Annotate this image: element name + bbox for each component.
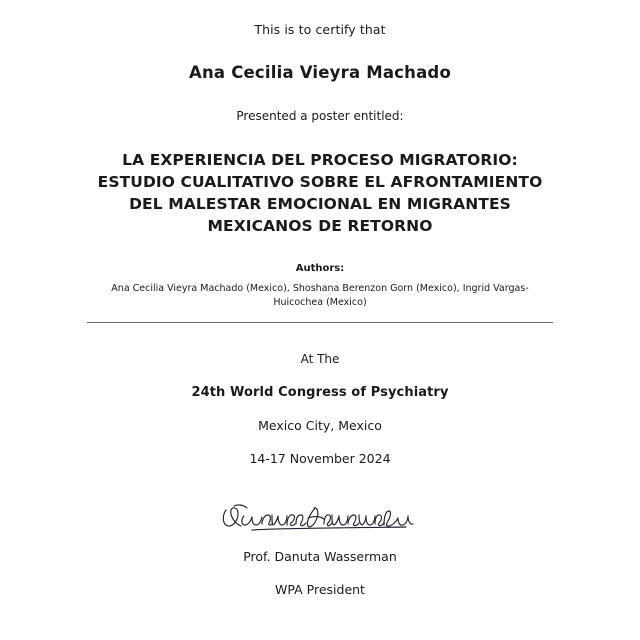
- signer-name: Prof. Danuta Wasserman: [243, 548, 397, 564]
- event-dates: 14-17 November 2024: [249, 450, 391, 466]
- event-location: Mexico City, Mexico: [258, 417, 382, 433]
- signer-title: WPA President: [275, 581, 365, 597]
- presented-poster-text: Presented a poster entitled:: [236, 109, 404, 123]
- authors-label: Authors:: [295, 263, 345, 274]
- event-name: 24th World Congress of Psychiatry: [191, 384, 449, 400]
- signature-image: [220, 502, 420, 536]
- authors-list: Ana Cecilia Vieyra Machado (Mexico), Shoshana Berenzon Gorn (Mexico), Ingrid Vargas- Huicochea (Mexico): [111, 283, 529, 308]
- certify-intro-text: This is to certify that: [254, 22, 386, 37]
- poster-title: LA EXPERIENCIA DEL PROCESO MIGRATORIO: ESTUDIO CUALITATIVO SOBRE EL AFRONTAMIENTO DEL MALESTAR EMOCIONAL EN MIGRANTES MEXICANOS DE RETORNO: [97, 151, 543, 235]
- horizontal-divider: [87, 322, 553, 323]
- at-the-label: At The: [300, 351, 340, 366]
- recipient-name: Ana Cecilia Vieyra Machado: [189, 63, 451, 82]
